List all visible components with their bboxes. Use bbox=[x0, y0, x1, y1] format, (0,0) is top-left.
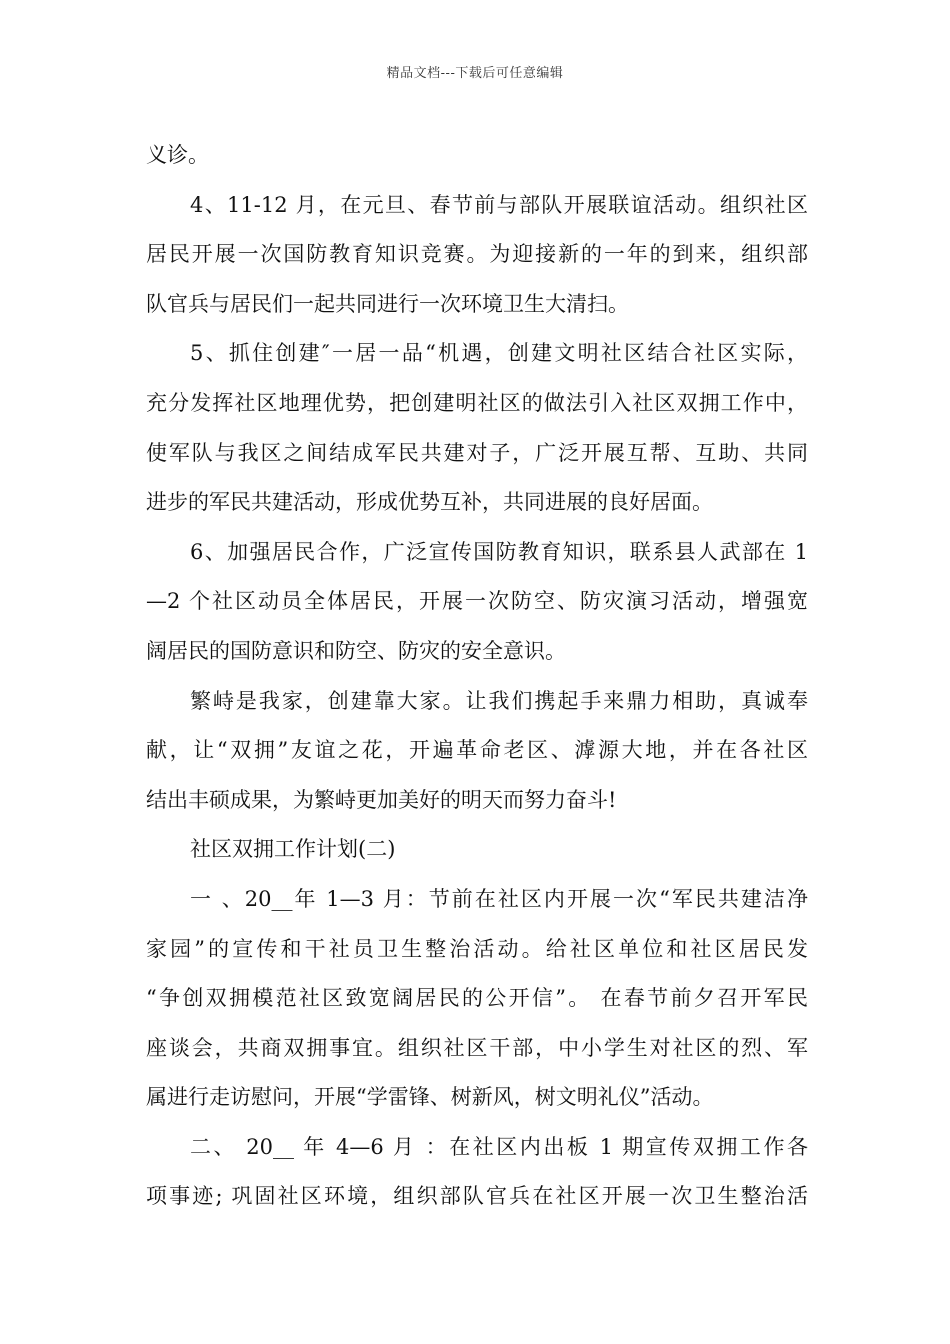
paragraph-line: 繁峙是我家，创建靠大家。让我们携起手来鼎力相助，真诚奉 bbox=[190, 688, 808, 713]
paragraph-line: 充分发挥社区地理优势，把创建明社区的做法引入社区双拥工作中， bbox=[146, 390, 808, 415]
paragraph-line: 献，让“双拥”友谊之花，开遍革命老区、滹源大地，并在各社区 bbox=[146, 738, 808, 763]
document-body bbox=[146, 131, 808, 1222]
paragraph-line: 义诊。 bbox=[146, 143, 209, 167]
paragraph-line: 阔居民的国防意识和防空、防灾的安全意识。 bbox=[146, 638, 566, 663]
paragraph-line: 二、 20__ 年 4—6 月 ：在社区内出板 1 期宣传双拥工作各 bbox=[190, 1134, 808, 1159]
paragraph-line: 居民开展一次国防教育知识竞赛。为迎接新的一年的到来，组织部 bbox=[146, 242, 808, 267]
page-header: 精品文档---下载后可任意编辑 bbox=[386, 66, 564, 81]
paragraph-line: 项事迹; 巩固社区环境，组织部队官兵在社区开展一次卫生整治活 bbox=[146, 1184, 808, 1209]
section-title: 社区双拥工作计划(二) bbox=[190, 837, 396, 862]
paragraph-item-6 bbox=[146, 528, 808, 677]
paragraph-line: 结出丰硕成果，为繁峙更加美好的明天而努力奋斗! bbox=[146, 787, 617, 812]
paragraph-line: 一 、20__年 1—3 月：节前在社区内开展一次“军民共建洁净 bbox=[190, 886, 808, 911]
paragraph-continuation bbox=[146, 131, 808, 181]
paragraph-closing bbox=[146, 677, 808, 826]
paragraph-plan-1 bbox=[146, 875, 808, 1123]
paragraph-line: 6、加强居民合作，广泛宣传国防教育知识，联系县人武部在 1 bbox=[190, 539, 808, 564]
paragraph-line: “争创双拥模范社区致宽阔居民的公开信”。 在春节前夕召开军民 bbox=[146, 986, 808, 1011]
paragraph-plan-2 bbox=[146, 1123, 808, 1222]
paragraph-line: 属进行走访慰问，开展“学雷锋、树新风，树文明礼仪”活动。 bbox=[146, 1085, 714, 1110]
paragraph-line: 进步的军民共建活动，形成优势互补，共同进展的良好居面。 bbox=[146, 490, 713, 515]
paragraph-line: 使军队与我区之间结成军民共建对子，广泛开展互帮、互助、共同 bbox=[146, 440, 808, 465]
paragraph-line: —2 个社区动员全体居民，开展一次防空、防灾演习活动，增强宽 bbox=[146, 589, 808, 614]
paragraph-item-5 bbox=[146, 329, 808, 527]
section-heading bbox=[146, 825, 808, 875]
paragraph-line: 座谈会，共商双拥事宜。组织社区干部，中小学生对社区的烈、军 bbox=[146, 1035, 808, 1060]
paragraph-line: 队官兵与居民们一起共同进行一次环境卫生大清扫。 bbox=[146, 291, 629, 316]
paragraph-item-4 bbox=[146, 181, 808, 330]
paragraph-line: 5、抓住创建″一居一品“机遇，创建文明社区结合社区实际， bbox=[190, 341, 808, 366]
paragraph-line: 4、11-12 月，在元旦、春节前与部队开展联谊活动。组织社区 bbox=[190, 192, 808, 217]
paragraph-line: 家园”的宣传和干社员卫生整治活动。给社区单位和社区居民发 bbox=[146, 936, 808, 961]
